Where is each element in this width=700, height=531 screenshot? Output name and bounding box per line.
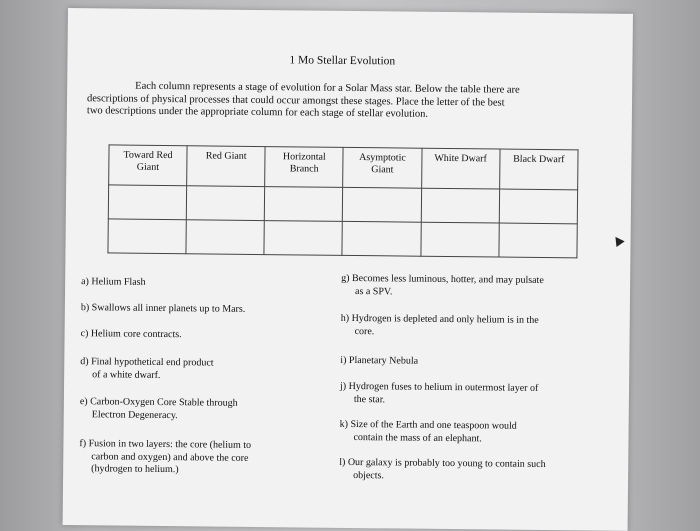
worksheet-title: 1 Mo Stellar Evolution bbox=[289, 54, 396, 68]
header-white-dwarf: White Dwarf bbox=[421, 148, 500, 189]
answer-cell[interactable] bbox=[342, 221, 421, 256]
header-toward-red-giant: Toward Red Giant bbox=[109, 145, 188, 186]
answer-cell[interactable] bbox=[421, 222, 500, 257]
answer-cell[interactable] bbox=[499, 223, 578, 258]
description-c: c) Helium core contracts. bbox=[80, 328, 182, 341]
answer-cell[interactable] bbox=[421, 188, 500, 223]
description-l: l) Our galaxy is probably too young to contain such objects. bbox=[339, 456, 546, 481]
answer-cell[interactable] bbox=[186, 186, 265, 221]
description-d: d) Final hypothetical end product of a white dwarf. bbox=[80, 356, 214, 381]
header-red-giant: Red Giant bbox=[187, 146, 266, 187]
worksheet-page bbox=[63, 8, 633, 531]
description-g: g) Becomes less luminous, hotter, and may pulsate as a SPV. bbox=[341, 272, 544, 297]
instructions bbox=[87, 80, 557, 122]
table-header-row bbox=[109, 145, 578, 190]
description-e: e) Carbon-Oxygen Core Stable through Electron Degeneracy. bbox=[79, 396, 238, 421]
answer-cell[interactable] bbox=[343, 187, 422, 222]
instructions-line-1: Each column represents a stage of evolution for a Solar Mass star. Below the table there are bbox=[135, 80, 520, 96]
description-k: k) Size of the Earth and one teaspoon would contain the mass of an elephant. bbox=[339, 418, 517, 444]
description-a: a) Helium Flash bbox=[81, 276, 146, 288]
description-i: i) Planetary Nebula bbox=[340, 354, 419, 367]
answer-cell[interactable] bbox=[108, 185, 187, 220]
answer-cell[interactable] bbox=[186, 220, 265, 255]
answer-cell[interactable] bbox=[499, 189, 578, 224]
answer-cell[interactable] bbox=[265, 187, 344, 222]
answer-cell[interactable] bbox=[264, 221, 343, 256]
table-row bbox=[108, 219, 577, 258]
answer-cell[interactable] bbox=[108, 219, 187, 254]
description-b: b) Swallows all inner planets up to Mars. bbox=[80, 302, 246, 315]
descriptions-left-column bbox=[79, 276, 311, 476]
stellar-stage-table bbox=[107, 144, 578, 258]
descriptions-right-column bbox=[339, 272, 581, 481]
description-j: j) Hydrogen fuses to helium in outermost layer of the star. bbox=[339, 380, 539, 405]
header-horizontal-branch: Horizontal Branch bbox=[265, 147, 344, 188]
description-f: f) Fusion in two layers: the core (helium to carbon and oxygen) and above the core (hydrogen to helium.) bbox=[79, 438, 252, 476]
header-black-dwarf: Black Dwarf bbox=[499, 149, 578, 190]
description-h: h) Hydrogen is depleted and only helium is in the core. bbox=[340, 312, 539, 337]
instructions-line-3: two descriptions under the appropriate column for each stage of stellar evolution. bbox=[86, 105, 429, 120]
header-asymptotic-giant: Asymptotic Giant bbox=[343, 147, 422, 188]
instructions-line-2: descriptions of physical processes that could occur amongst these stages. Place the letter of the best bbox=[86, 92, 505, 109]
table-row bbox=[108, 185, 577, 224]
